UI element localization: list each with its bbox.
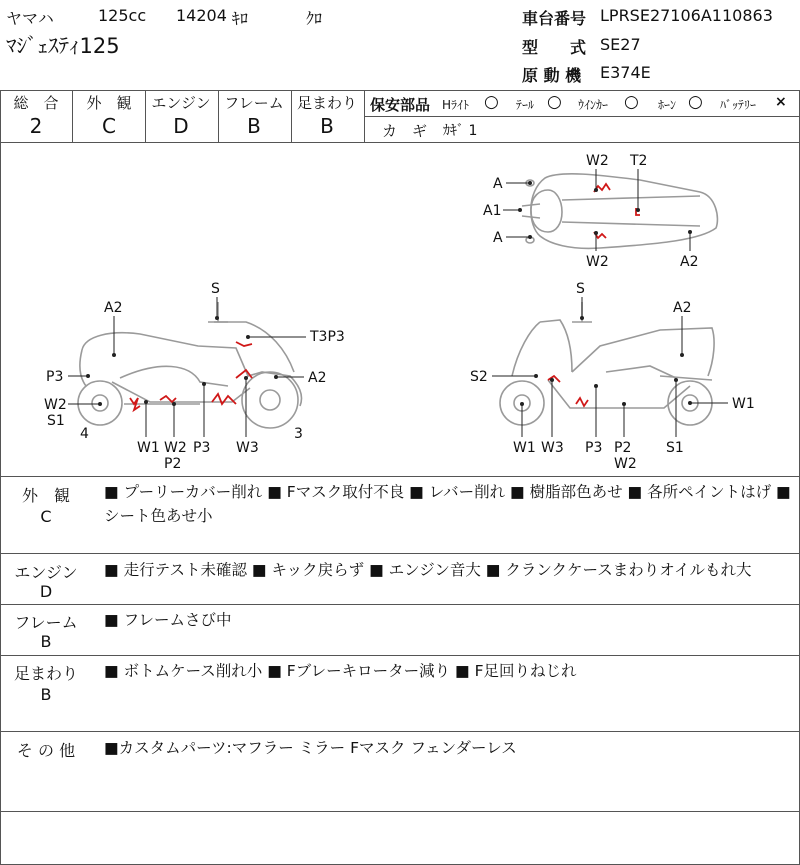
label-top-a1: A1 xyxy=(483,203,502,219)
label-left-s1: S1 xyxy=(47,413,65,429)
key-label: カ ギ xyxy=(382,122,428,140)
label-left-t3p3: T3P3 xyxy=(310,329,345,345)
mileage-unit: ｷﾛ xyxy=(232,9,249,28)
section-text-engine: ■ 走行テスト未確認 ■ キック戻らず ■ エンジン音大 ■ クランクケースまわりオイルもれ大 xyxy=(104,561,752,579)
section-label-other: そ の 他 xyxy=(16,741,76,760)
label-right-w2: W2 xyxy=(614,456,637,472)
label-top-a2: A2 xyxy=(680,254,699,270)
safety-tail: ﾃｰﾙ xyxy=(516,98,535,112)
safety-horn: ﾎｰﾝ xyxy=(658,98,677,112)
label-left-w1: W1 xyxy=(137,440,160,456)
section-grade-frame: B xyxy=(40,632,52,651)
grade-value-exterior: C xyxy=(102,114,116,138)
label-right-w3: W3 xyxy=(541,440,564,456)
label-left-p3-bottom: P3 xyxy=(193,440,211,456)
safety-headlight-mark: ○ xyxy=(484,92,499,112)
safety-battery-mark: × xyxy=(775,94,787,110)
section-label-suspension: 足まわり xyxy=(13,664,78,683)
mileage: 14204 xyxy=(176,6,227,25)
label-right-w1-right: W1 xyxy=(732,396,755,412)
label-top-w2-lower: W2 xyxy=(586,254,609,270)
chassis-number: LPRSE27106A110863 xyxy=(600,6,773,25)
divider xyxy=(0,553,800,554)
divider xyxy=(0,476,800,477)
model-name: ﾏｼﾞｪｽﾃｨ125 xyxy=(6,34,120,58)
damage-diagram xyxy=(0,143,800,476)
type-label: 型 式 xyxy=(522,38,587,57)
grade-label-frame: フレーム xyxy=(224,94,284,112)
chassis-label: 車台番号 xyxy=(522,9,587,28)
engine-code: E374E xyxy=(600,63,651,82)
section-text-suspension: ■ ボトムケース削れ小 ■ Fブレーキローター減り ■ F足回りねじれ xyxy=(104,662,577,680)
grade-value-engine: D xyxy=(173,114,189,138)
section-text-other: ■カスタムパーツ:マフラー ミラー Fマスク フェンダーレス xyxy=(104,739,517,757)
section-grade-engine: D xyxy=(39,582,53,601)
grade-label-engine: エンジン xyxy=(151,94,211,112)
label-right-s2: S2 xyxy=(470,369,488,385)
label-right-p2: P2 xyxy=(614,440,632,456)
label-top-t2: T2 xyxy=(630,153,648,169)
label-left-w3: W3 xyxy=(236,440,259,456)
section-label-engine: エンジン xyxy=(14,563,78,582)
section-text-frame: ■ フレームさび中 xyxy=(104,611,232,629)
label-right-s1: S1 xyxy=(666,440,684,456)
label-left-a2-top: A2 xyxy=(104,300,123,316)
section-grade-exterior: C xyxy=(40,507,52,526)
label-right-w1-bottom: W1 xyxy=(513,440,536,456)
safety-winker: ｳｲﾝｶｰ xyxy=(578,98,609,112)
left-view-scooter xyxy=(78,302,302,428)
divider xyxy=(0,731,800,732)
grade-label-total: 総 合 xyxy=(13,94,59,112)
safety-winker-mark: ○ xyxy=(624,92,639,112)
divider xyxy=(0,604,800,605)
top-view-scooter xyxy=(522,174,717,249)
type-value: SE27 xyxy=(600,35,641,54)
divider xyxy=(364,116,800,117)
label-right-p3: P3 xyxy=(585,440,603,456)
label-top-w2-upper: W2 xyxy=(586,153,609,169)
label-left-s: S xyxy=(211,281,220,297)
section-grade-suspension: B xyxy=(40,685,52,704)
safety-label: 保安部品 xyxy=(370,96,431,114)
safety-battery: ﾊﾞｯﾃﾘｰ xyxy=(720,98,757,112)
safety-headlight: Hﾗｲﾄ xyxy=(442,98,470,112)
section-label-frame: フレーム xyxy=(14,613,78,632)
top-view-labels xyxy=(483,153,698,270)
divider xyxy=(0,655,800,656)
label-right-s: S xyxy=(576,281,585,297)
label-left-4: 4 xyxy=(80,426,89,442)
grade-label-exterior: 外 観 xyxy=(86,94,132,112)
divider xyxy=(0,90,800,91)
maker: ヤマハ xyxy=(6,9,54,28)
section-text-exterior: ■ プーリーカバー削れ ■ Fマスク取付不良 ■ レバー削れ ■ 樹脂部色あせ ■ 各所ペイントはげ ■ シート色あせ小 xyxy=(104,483,791,525)
grade-value-suspension: B xyxy=(320,114,334,138)
displacement: 125cc xyxy=(98,6,147,25)
right-view-labels xyxy=(470,281,755,472)
grade-value-frame: B xyxy=(247,114,261,138)
grade-value-total: 2 xyxy=(29,114,43,138)
label-left-a2-right: A2 xyxy=(308,370,327,386)
color: ｸﾛ xyxy=(306,9,323,28)
label-left-p3: P3 xyxy=(46,369,64,385)
label-left-p2: P2 xyxy=(164,456,182,472)
label-right-a2: A2 xyxy=(673,300,692,316)
engine-label: 原 動 機 xyxy=(522,66,582,85)
section-label-exterior: 外 観 xyxy=(21,486,70,505)
label-left-w2-bottom: W2 xyxy=(164,440,187,456)
label-left-3: 3 xyxy=(294,426,303,442)
key-value: ｶｷﾞ 1 xyxy=(443,123,478,139)
label-top-a-lower: A xyxy=(493,230,503,246)
safety-horn-mark: ○ xyxy=(688,92,703,112)
divider xyxy=(72,90,73,142)
safety-tail-mark: ○ xyxy=(547,92,562,112)
divider xyxy=(0,811,800,812)
label-top-a-upper: A xyxy=(493,176,503,192)
left-view-labels xyxy=(44,281,345,472)
label-left-w2: W2 xyxy=(44,397,67,413)
grade-label-suspension: 足まわり xyxy=(296,94,357,112)
